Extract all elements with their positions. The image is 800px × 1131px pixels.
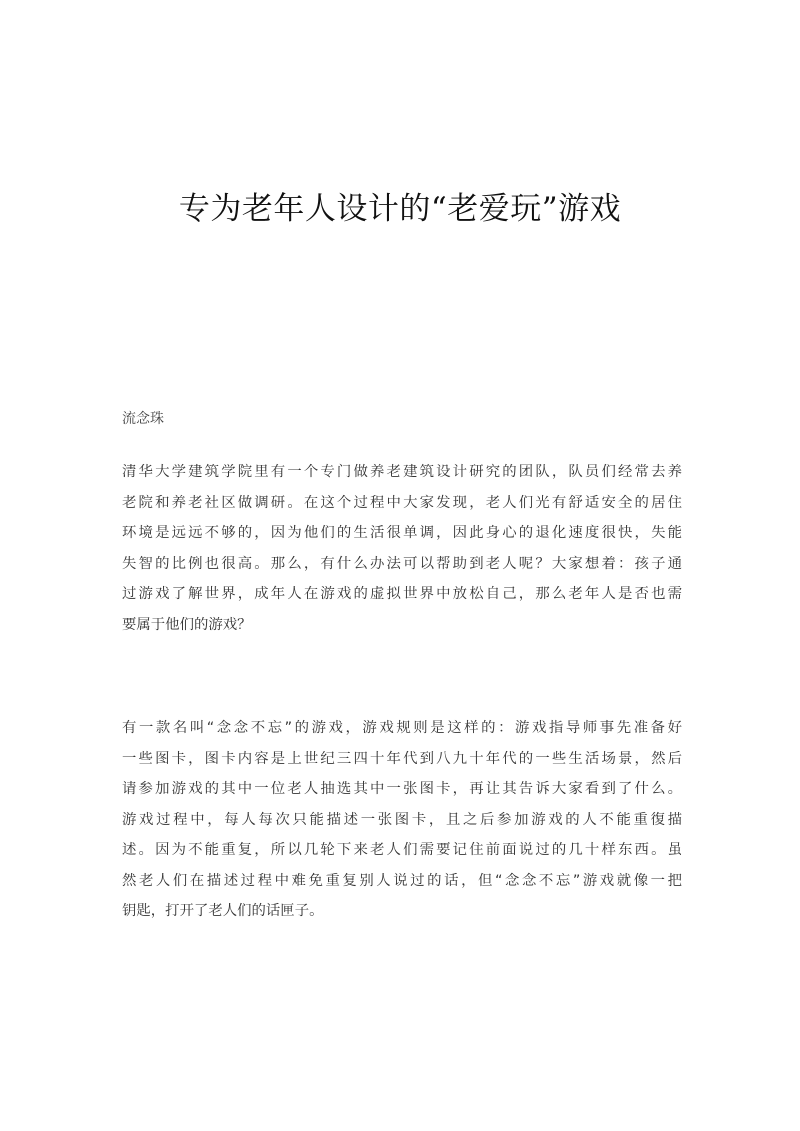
paragraph-line: 钥匙，打开了老人们的话匣子。 — [122, 903, 324, 919]
paragraph-line: 过游戏了解世界，成年人在游戏的虚拟世界中放松自己，那么老年人是否也需 — [122, 586, 682, 602]
paragraph-line: 述。因为不能重复，所以几轮下来老人们需要记住前面说过的几十样东西。虽 — [122, 842, 682, 858]
paragraph-line: 要属于他们的游戏？ — [122, 616, 252, 633]
paragraph-line: 环境是远远不够的，因为他们的生活很单调，因此身心的退化速度很快，失能 — [122, 525, 682, 541]
paragraph-line: 游戏过程中，每人每次只能描述一张图卡，且之后参加游戏的人不能重復描 — [122, 811, 682, 828]
paragraph-line: 失智的比例也很高。那么，有什么办法可以帮助到老人呢？大家想着：孩子通 — [122, 555, 682, 572]
paragraph-line: 有一款名叫“念念不忘”的游戏，游戏规则是这样的：游戏指导师事先准备好 — [122, 720, 682, 736]
paragraph-2 — [122, 713, 682, 927]
paragraph-line: 清华大学建筑学院里有一个专门做养老建筑设计研究的团队，队员们经常去养 — [122, 464, 682, 480]
article-title: 专为老年人设计的“老爱玩”游戏 — [178, 191, 622, 227]
paragraph-line: 请参加游戏的其中一位老人抽选其中一张图卡，再让其告诉大家看到了什么。 — [122, 781, 682, 797]
paragraph-line: 然老人们在描述过程中难免重复别人说过的话，但“念念不忘”游戏就像一把 — [122, 872, 682, 889]
paragraph-line: 一些图卡，图卡内容是上世纪三四十年代到八九十年代的一些生活场景，然后 — [122, 750, 682, 767]
article-author: 流念珠 — [122, 411, 164, 427]
paragraph-line: 老院和养老社区做调研。在这个过程中大家发现，老人们光有舒适安全的居住 — [122, 494, 682, 511]
paragraph-1 — [122, 457, 682, 640]
